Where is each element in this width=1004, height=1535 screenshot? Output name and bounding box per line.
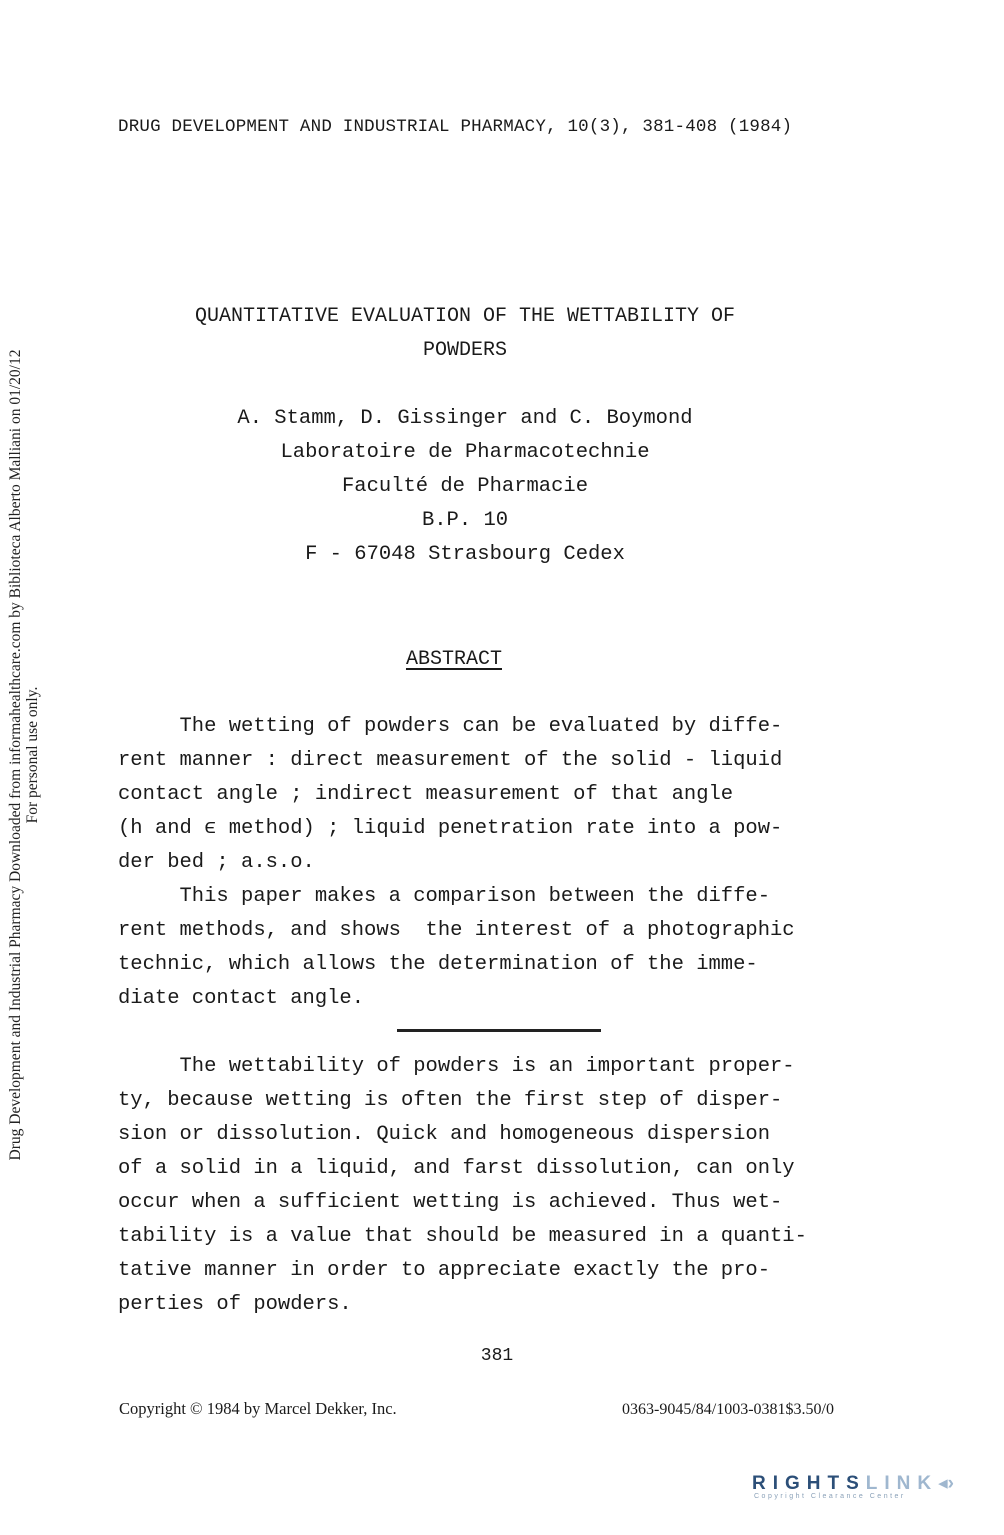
text-line: tability is a value that should be measured in a quanti- — [118, 1225, 807, 1248]
watermark-line-2: For personal use only. — [24, 686, 41, 824]
text-line: occur when a sufficient wetting is achieved. Thus wet- — [118, 1191, 783, 1214]
section-divider — [397, 1029, 601, 1032]
rightslink-link: LINK — [865, 1473, 939, 1494]
issn-code: 0363-9045/84/1003-0381$3.50/0 — [622, 1401, 834, 1418]
text-line: diate contact angle. — [118, 987, 365, 1010]
rightslink-rights: RIGHTS — [752, 1473, 866, 1494]
text-line: (h and ϵ method) ; liquid penetration rate into a pow- — [118, 817, 783, 840]
text-line: perties of powders. — [118, 1293, 352, 1316]
text-line: The wetting of powders can be evaluated by diffe- — [118, 715, 783, 738]
abstract-paragraph-2 — [118, 880, 795, 1016]
text-line: rent manner : direct measurement of the solid - liquid — [118, 749, 783, 772]
text-line: rent methods, and shows the interest of a photographic — [118, 919, 795, 942]
introduction-paragraph — [118, 1050, 807, 1322]
text-line: tative manner in order to appreciate exactly the pro- — [118, 1259, 771, 1282]
abstract-heading: ABSTRACT — [405, 648, 502, 671]
text-line: technic, which allows the determination of the imme- — [118, 953, 758, 976]
rightslink-tagline: Copyright Clearance Center — [754, 1493, 906, 1500]
text-line: of a solid in a liquid, and farst dissolution, can only — [118, 1157, 795, 1180]
watermark-line-1: Drug Development and Industrial Pharmacy Downloaded from informahealthcare.com by Biblioteca Alberto Malliani on 01/20/12 — [7, 349, 24, 1161]
text-line: contact angle ; indirect measurement of that angle — [118, 783, 734, 806]
text-line: This paper makes a comparison between the diffe- — [118, 885, 771, 908]
text-line: The wettability of powders is an important proper- — [118, 1055, 795, 1078]
rightslink-logo[interactable] — [752, 1472, 992, 1500]
text-line: ty, because wetting is often the first step of disper- — [118, 1089, 783, 1112]
text-line: sion or dissolution. Quick and homogeneous dispersion — [118, 1123, 771, 1146]
journal-header: DRUG DEVELOPMENT AND INDUSTRIAL PHARMACY, 10(3), 381-408 (1984) — [118, 117, 793, 137]
paper-title-line-1: QUANTITATIVE EVALUATION OF THE WETTABILITY OF — [194, 305, 736, 328]
affiliation-city: F - 67048 Strasbourg Cedex — [305, 543, 625, 566]
copyright-notice: Copyright © 1984 by Marcel Dekker, Inc. — [119, 1399, 397, 1418]
paper-title-line-2: POWDERS — [422, 339, 507, 362]
abstract-paragraph-1 — [118, 710, 782, 880]
affiliation-faculty: Faculté de Pharmacie — [341, 475, 589, 498]
page-number: 381 — [480, 1346, 514, 1366]
affiliation-box: B.P. 10 — [421, 509, 509, 532]
rightslink-arrow-icon: ◂› — [938, 1473, 954, 1494]
authors: A. Stamm, D. Gissinger and C. Boymond — [237, 407, 693, 430]
text-line: der bed ; a.s.o. — [118, 851, 315, 874]
affiliation-lab: Laboratoire de Pharmacotechnie — [280, 441, 650, 464]
